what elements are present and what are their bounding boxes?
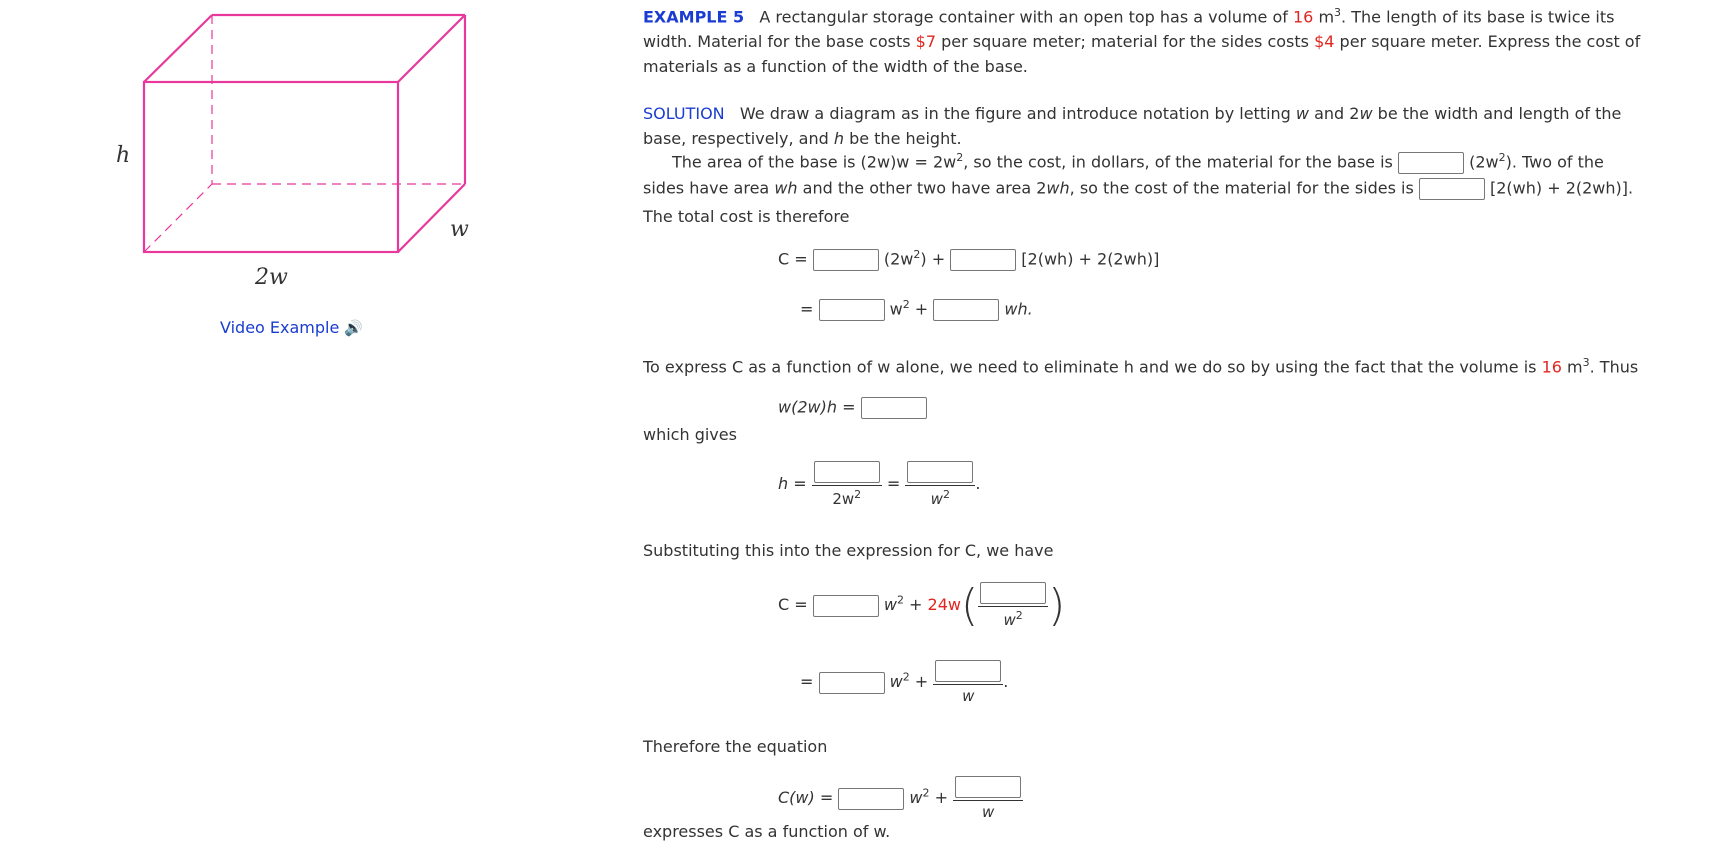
fraction-eq7: w [953,776,1023,821]
fraction-eq5: $w^2$ [978,582,1048,629]
equation-cost-2: = $w^2$ + wh. [800,298,1033,321]
eq5-numerator-input[interactable] [980,582,1046,604]
solution-line-4: sides have area wh and the other two have area 2wh, so the cost of the material for the sides is [2(wh) + 2(2wh)]. [643,178,1633,200]
side-cost-input[interactable] [1419,178,1485,200]
equation-h: h = $2w^2$ = $w^2$ . [778,461,980,508]
h-numerator-2-input[interactable] [907,461,973,483]
equation-cost-3: $C = w^2 + 24w$( $w^2$ ) [778,580,1066,631]
eq2-input-b[interactable] [933,299,999,321]
video-example-link[interactable] [220,318,363,337]
solution-line-1: SOLUTION We draw a diagram as in the figure and introduce notation by letting w and 2w be the width and length of the base, respectively, and h be the height. [643,104,1622,148]
eq7-numerator-input[interactable] [955,776,1021,798]
expresses-text: expresses C as a function of w. [643,822,891,841]
equation-cost-1: $C = (2w^2) + [2(wh) + 2(2wh)]$ [778,248,1159,271]
fraction-h-1: $2w^2$ [812,461,882,508]
h-numerator-1-input[interactable] [814,461,880,483]
solution-heading: SOLUTION [643,104,725,123]
eq6-numerator-input[interactable] [935,660,1001,682]
volume-value: 16 [1293,7,1314,27]
side-cost: $4 [1314,32,1335,52]
volume-input[interactable] [861,397,927,419]
box-diagram [0,0,500,300]
eq2-input-a[interactable] [819,299,885,321]
fraction-h-2: $w^2$ [905,461,975,508]
fraction-eq6: w [933,660,1003,705]
equation-volume: w(2w)h = [778,397,927,419]
front-face [144,82,398,252]
label-h: h [116,143,131,168]
solution-line-3: The area of the base is $(2w)w = 2w^2$, so the cost, in dollars, of the material for the base is $(2w^2)$. Two of the [672,151,1604,174]
hidden-edge-diagonal [144,184,212,252]
example-paragraph: EXAMPLE 5 A rectangular storage container with an open top has a volume of 16 $m^3$. The length of its base is twice its width. Material for the base costs $7 per square meter; material for the sides costs $4 per square meter. Express the cost of materials as a function of the width of the base. [643,6,1641,77]
base-cost: $7 [915,32,936,52]
substituting-text: Substituting this into the expression for C, we have [643,541,1054,560]
eq1-input-a[interactable] [813,249,879,271]
label-w: w [450,217,469,242]
speaker-icon[interactable]: 🔊 [344,319,364,337]
video-example-label[interactable]: Video Example [220,318,340,337]
total-cost-text: The total cost is therefore [643,207,850,226]
which-gives-text: which gives [643,425,737,444]
base-cost-input[interactable] [1398,152,1464,174]
equation-cost-function: $C(w) = w^2$ + w [778,776,1023,821]
label-2w: 2w [255,265,288,290]
eliminate-h-text: To express C as a function of w alone, we need to eliminate h and we do so by using the fact that the volume is 16 $m^3$. Thus [643,356,1639,377]
eq5-input-a[interactable] [813,595,879,617]
example-heading: EXAMPLE 5 [643,7,745,27]
therefore-text: Therefore the equation [643,737,828,756]
eq6-input-a[interactable] [819,672,885,694]
equation-cost-4: = $w^2$ + w . [800,660,1008,705]
eq7-input-a[interactable] [838,788,904,810]
eq1-input-b[interactable] [950,249,1016,271]
